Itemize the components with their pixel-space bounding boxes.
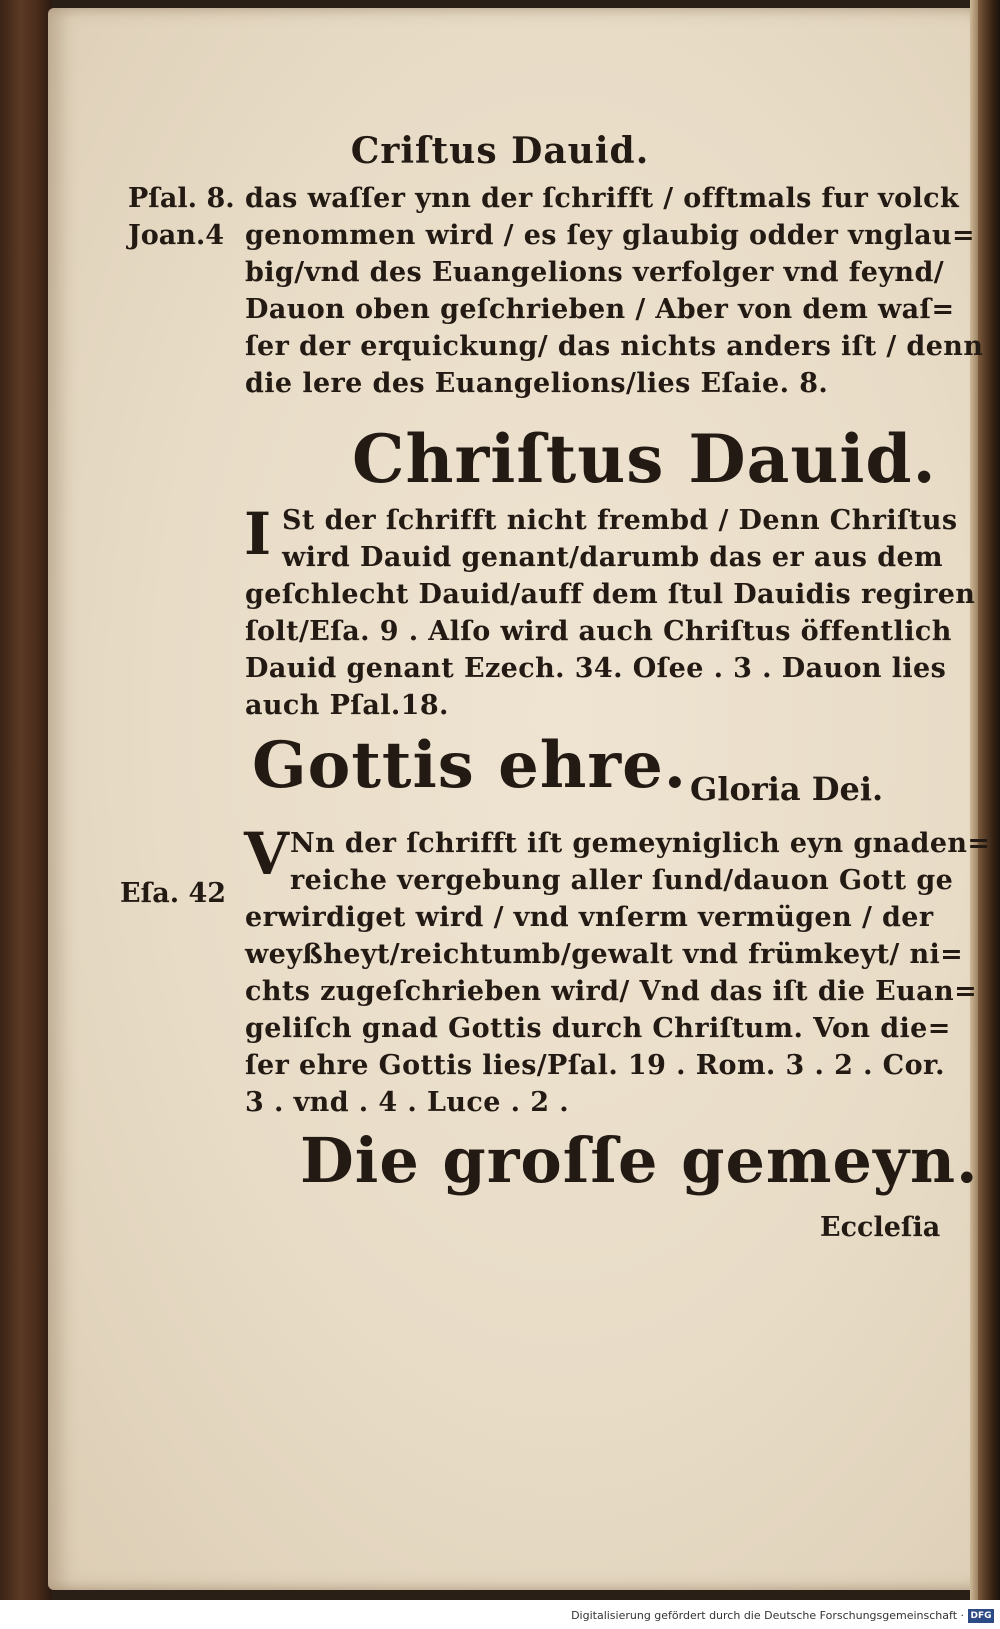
text-line: die lere des Euangelions/lies Eſaie. 8. — [245, 368, 829, 399]
text-line: ſer ehre Gottis lies/Pſal. 19 . Rom. 3 . 2 . Cor. — [245, 1050, 945, 1081]
book-binding-right — [978, 0, 1000, 1600]
funding-credit: Digitalisierung gefördert durch die Deutsche Forschungsgemeinschaft · — [571, 1609, 964, 1622]
margin-note-isaiah: Eſa. 42 — [120, 878, 227, 909]
text-line: weyßheyt/reichtumb/gewalt vnd frümkeyt/ ni= — [245, 939, 964, 970]
text-line: ſer der erquickung/ das nichts anders iſt / denn — [245, 331, 984, 362]
text-line: St der ſchrifft nicht frembd / Denn Chriſtus — [282, 505, 958, 536]
running-head: Criſtus Dauid. — [350, 130, 650, 172]
margin-note-psalm: Pſal. 8. — [128, 183, 235, 214]
text-line: geliſch gnad Gottis durch Chriſtum. Von die= — [245, 1013, 951, 1044]
text-line: das waſſer ynn der ſchrifft / offtmals fur volck — [245, 183, 960, 214]
text-line: genommen wird / es ſey glaubig odder vnglau= — [245, 220, 976, 251]
text-line: reiche vergebung aller ſund/dauon Gott ge — [290, 865, 954, 896]
drop-cap-initial: I — [244, 500, 272, 568]
text-line: wird Dauid genant/darumb das er aus dem — [282, 542, 944, 573]
heading-christus-dauid: Chriſtus Dauid. — [352, 420, 937, 498]
book-binding-left — [0, 0, 52, 1600]
text-line: 3 . vnd . 4 . Luce . 2 . — [245, 1087, 569, 1118]
text-line: geſchlecht Dauid/auff dem ſtul Dauidis regiren — [245, 579, 976, 610]
text-line: big/vnd des Euangelions verfolger vnd feynd/ — [245, 257, 944, 288]
heading-die-grosse-gemeyn: Die groſſe gemeyn. — [300, 1124, 979, 1197]
margin-note-john: Joan.4 — [128, 220, 225, 251]
dfg-logo: DFG — [968, 1609, 994, 1623]
text-line: Dauon oben geſchrieben / Aber von dem waſ= — [245, 294, 955, 325]
text-line: ſolt/Eſa. 9 . Alſo wird auch Chriſtus öffentlich — [245, 616, 952, 647]
footer-bar — [0, 1600, 1000, 1629]
text-line: chts zugeſchrieben wird/ Vnd das iſt die Euan= — [245, 976, 978, 1007]
heading-gottis-ehre: Gottis ehre. — [252, 728, 688, 803]
text-line: auch Pſal.18. — [245, 690, 449, 721]
text-line: Nn der ſchrifft iſt gemeyniglich eyn gnaden= — [290, 828, 991, 859]
text-line: erwirdiget wird / vnd vnſerm vermügen / der — [245, 902, 934, 933]
heading-gloria-dei: Gloria Dei. — [690, 770, 884, 808]
text-line: Dauid genant Ezech. 34. Oſee . 3 . Dauon lies — [245, 653, 947, 684]
catchword: Eccleſia — [820, 1212, 941, 1243]
drop-cap-initial: V — [244, 820, 290, 888]
